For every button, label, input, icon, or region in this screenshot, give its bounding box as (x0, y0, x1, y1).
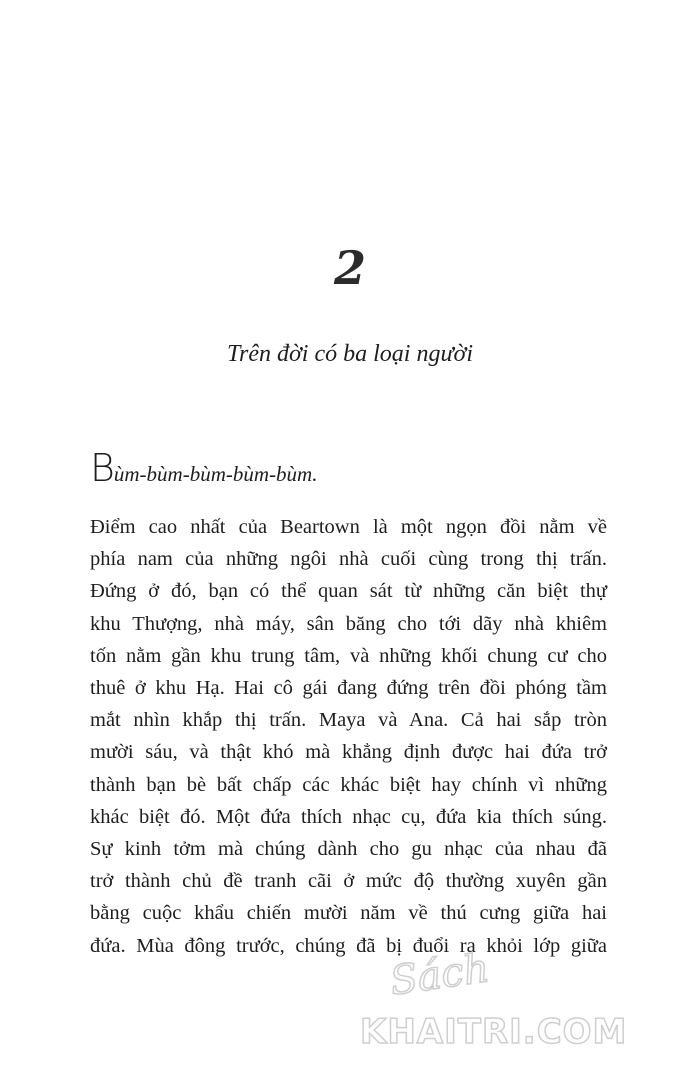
paragraph-line: tốn nằm gần khu trung tâm, và những khối chung cư cho (90, 644, 607, 667)
paragraph-line: đứa. Mùa đông trước, chúng đã bị đuổi ra khỏi lớp giữa (90, 934, 607, 957)
paragraph-line: Điểm cao nhất của Beartown là một ngọn đồi nằm về (90, 516, 607, 538)
paragraph-line: trở thành chủ đề tranh cãi ở mức độ thường xuyên gần (90, 870, 607, 893)
paragraph-line: Sự kinh tởm mà chúng dành cho gu nhạc của nhau đã (90, 838, 607, 861)
watermark-logo (360, 945, 690, 1070)
paragraph-line: bằng cuộc khẩu chiến mười năm về thú cưng giữa hai (90, 902, 607, 925)
paragraph-line: phía nam của những ngôi nhà cuối cùng trong thị trấn. (90, 548, 607, 571)
chapter-title: Trên đời có ba loại người (226, 341, 474, 367)
paragraph-line: mười sáu, và thật khó mà khẳng định được hai đứa trở (90, 741, 607, 764)
paragraph-line: khác biệt đó. Một đứa thích nhạc cụ, đứa kia thích súng. (90, 805, 607, 828)
paragraph-line: Đứng ở đó, bạn có thể quan sát từ những căn biệt thự (90, 580, 607, 603)
opening-line (90, 448, 630, 494)
chapter-number: 2 (333, 241, 366, 295)
opening-text: ùm-bùm-bùm-bùm-bùm. (113, 462, 318, 486)
watermark-brand: KHAITRI.COM (360, 1012, 628, 1052)
paragraph-line: thuê ở khu Hạ. Hai cô gái đang đứng trên đồi phóng tầm (90, 677, 607, 700)
paragraph-line: khu Thượng, nhà máy, sân băng cho tới dãy nhà khiêm (90, 612, 607, 635)
watermark-script: Sách (387, 945, 493, 1005)
paragraph-line: mắt nhìn khắp thị trấn. Maya và Ana. Cả hai sắp tròn (90, 709, 607, 732)
body-paragraph (90, 511, 607, 962)
drop-cap: B (90, 446, 114, 490)
paragraph-line: thành bạn bè bất chấp các khác biệt hay chính vì những (90, 773, 607, 796)
